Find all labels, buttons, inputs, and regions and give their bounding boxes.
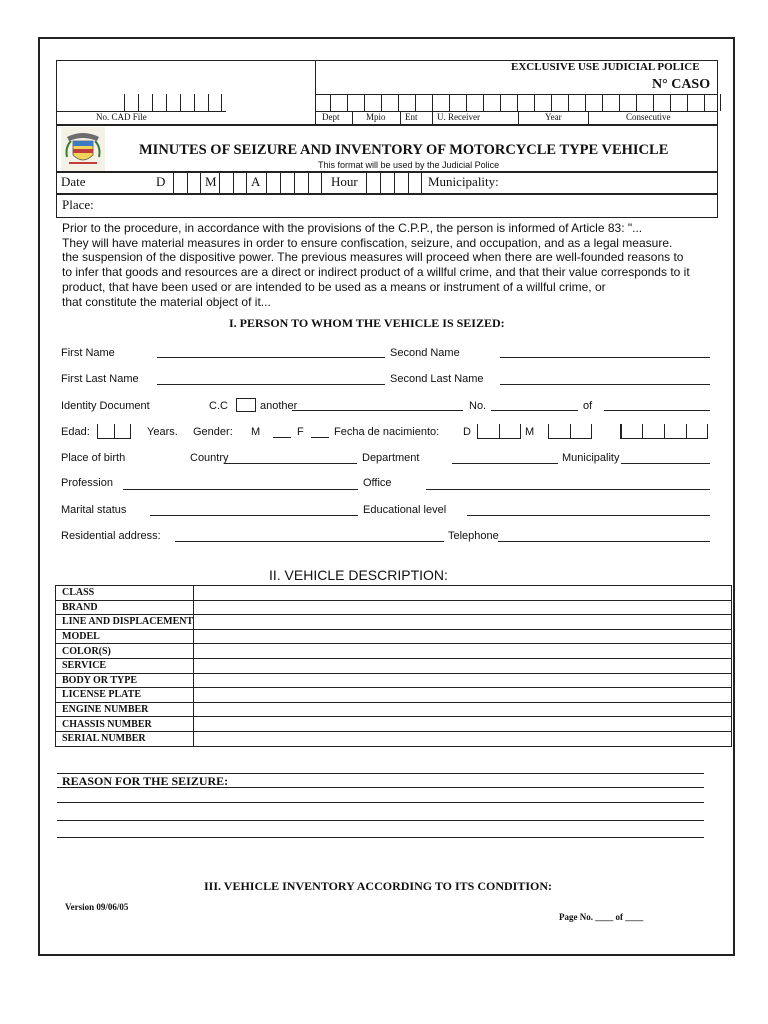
vehicle-row-value[interactable] — [194, 731, 732, 746]
second-name-field[interactable] — [500, 357, 710, 358]
residential-address-label: Residential address: — [61, 530, 161, 542]
vehicle-row — [56, 717, 732, 732]
gender-m-label: M — [251, 426, 261, 438]
vehicle-row-value[interactable] — [194, 629, 732, 644]
intro-line: Prior to the procedure, in accordance with the provisions of the C.P.P., the person is informed of Article 83: "... — [62, 221, 643, 235]
office-label: Office — [363, 477, 392, 489]
doc-number-label: No. — [469, 400, 487, 412]
cad-file-label: No. CAD File — [96, 112, 147, 122]
office-field[interactable] — [426, 489, 710, 490]
case-code-cells — [330, 94, 721, 111]
another-label: another — [260, 400, 298, 412]
cad-file-cells — [124, 94, 222, 111]
cc-checkbox[interactable] — [236, 398, 256, 412]
date-year-cells[interactable] — [266, 172, 322, 194]
date-a-label: A — [251, 174, 261, 189]
ent-label: Ent — [405, 112, 418, 122]
vehicle-row-label: LICENSE PLATE — [56, 688, 194, 703]
vehicle-row-label: COLOR(S) — [56, 644, 194, 659]
reason-title: REASON FOR THE SEIZURE: — [62, 774, 229, 788]
marital-status-field[interactable] — [150, 515, 358, 516]
marital-status-label: Marital status — [61, 504, 127, 516]
vehicle-row — [56, 615, 732, 630]
birth-month-cells[interactable] — [548, 424, 592, 439]
profession-field[interactable] — [123, 489, 358, 490]
intro-line: product, that have been used or are intended to be used as a means or instrument of a willful crime, or — [62, 279, 606, 294]
coat-of-arms-logo — [61, 127, 105, 171]
intro-line: They will have material measures in order to ensure confiscation, seizure, and occupation, and as a legal measure. — [62, 235, 673, 250]
vehicle-row — [56, 658, 732, 673]
identity-document-label: Identity Document — [61, 400, 150, 412]
doc-of-field[interactable] — [604, 410, 710, 411]
place-row — [56, 194, 718, 218]
hour-cells[interactable] — [366, 172, 422, 194]
telephone-label: Telephone — [448, 530, 499, 542]
vehicle-row-value[interactable] — [194, 688, 732, 703]
municipality-label: Municipality: — [428, 174, 499, 189]
reason-line[interactable] — [57, 802, 704, 803]
u-receiver-label: U. Receiver — [437, 112, 480, 122]
dept-label: Dept — [322, 112, 340, 122]
birth-day-cells[interactable] — [477, 424, 521, 439]
doc-of-label: of — [583, 400, 593, 412]
vehicle-row-label: CHASSIS NUMBER — [56, 717, 194, 732]
place-label: Place: — [62, 197, 94, 212]
vehicle-row — [56, 629, 732, 644]
document-subtitle: This format will be used by the Judicial Police — [318, 160, 500, 170]
another-field[interactable] — [292, 410, 463, 411]
section-1-title: I. PERSON TO WHOM THE VEHICLE IS SEIZED: — [229, 316, 505, 330]
vehicle-row-value[interactable] — [194, 717, 732, 732]
second-last-name-label: Second Last Name — [390, 373, 484, 385]
intro-line: to infer that goods and resources are a direct or indirect product of a willful crime, and that their value corresponds to it — [62, 265, 690, 280]
exclusive-use-label: EXCLUSIVE USE JUDICIAL POLICE — [511, 61, 700, 73]
first-last-name-field[interactable] — [157, 384, 385, 385]
gender-m-field[interactable] — [273, 437, 291, 438]
vehicle-row-value[interactable] — [194, 658, 732, 673]
vehicle-row — [56, 644, 732, 659]
vehicle-description-table — [55, 585, 732, 747]
consecutive-label: Consecutive — [626, 112, 671, 122]
birth-day-label: D — [463, 426, 471, 438]
vehicle-row — [56, 673, 732, 688]
vehicle-row-value[interactable] — [194, 644, 732, 659]
vehicle-row-value[interactable] — [194, 615, 732, 630]
department-label: Department — [362, 452, 420, 464]
second-last-name-field[interactable] — [500, 384, 710, 385]
department-field[interactable] — [452, 463, 558, 464]
vehicle-row-value[interactable] — [194, 586, 732, 601]
date-m-label: M — [205, 174, 217, 189]
intro-line: the suspension of the dispositive power. The previous measures will proceed when there are well-founded reasons to — [62, 250, 684, 265]
second-name-label: Second Name — [390, 347, 460, 359]
vehicle-row-label: SERIAL NUMBER — [56, 731, 194, 746]
vehicle-row-value[interactable] — [194, 702, 732, 717]
hour-label: Hour — [331, 174, 358, 189]
profession-label: Profession — [61, 477, 113, 489]
cc-label: C.C — [209, 400, 228, 412]
gender-f-label: F — [297, 426, 304, 438]
vehicle-row-value[interactable] — [194, 673, 732, 688]
educational-level-label: Educational level — [363, 504, 447, 516]
vehicle-row — [56, 688, 732, 703]
vehicle-row-label: BRAND — [56, 600, 194, 615]
birth-month-label: M — [525, 426, 535, 438]
vehicle-row-label: LINE AND DISPLACEMENT — [56, 615, 194, 630]
reason-line[interactable] — [57, 820, 704, 821]
date-d-label: D — [156, 174, 166, 189]
gender-f-field[interactable] — [311, 437, 329, 438]
years-label: Years. — [147, 426, 178, 438]
birth-year-cells[interactable] — [620, 424, 708, 439]
section-3-title: III. VEHICLE INVENTORY ACCORDING TO ITS CONDITION: — [204, 879, 552, 893]
date-label: Date — [61, 174, 86, 189]
vehicle-row-label: MODEL — [56, 629, 194, 644]
date-month-cells[interactable] — [219, 172, 247, 194]
vehicle-row-label: CLASS — [56, 586, 194, 601]
version-label: Version 09/06/05 — [65, 902, 129, 912]
mpio-label: Mpio — [366, 112, 386, 122]
case-number-label: N° CASO — [652, 77, 711, 92]
year-label: Year — [545, 112, 562, 122]
age-label: Edad: — [61, 426, 90, 438]
page-number-label: Page No. ____ of ____ — [559, 912, 644, 922]
first-name-label: First Name — [61, 347, 115, 359]
vehicle-row-label: SERVICE — [56, 658, 194, 673]
birth-date-label: Fecha de nacimiento: — [334, 426, 440, 438]
date-day-cells[interactable] — [173, 172, 201, 194]
vehicle-row — [56, 702, 732, 717]
vehicle-row-label: ENGINE NUMBER — [56, 702, 194, 717]
first-last-name-label: First Last Name — [61, 373, 139, 385]
municipality-of-birth-label: Municipality — [562, 452, 620, 464]
vehicle-row-value[interactable] — [194, 600, 732, 615]
country-label: Country — [190, 452, 229, 464]
telephone-field[interactable] — [498, 541, 710, 542]
educational-level-field[interactable] — [467, 515, 710, 516]
intro-paragraph — [62, 221, 722, 309]
country-field[interactable] — [224, 463, 357, 464]
reason-line[interactable] — [57, 837, 704, 838]
municipality-of-birth-field[interactable] — [621, 463, 710, 464]
vehicle-row-label: BODY OR TYPE — [56, 673, 194, 688]
gender-label: Gender: — [193, 426, 233, 438]
intro-line: that constitute the material object of it... — [62, 294, 271, 309]
vehicle-row — [56, 600, 732, 615]
first-name-field[interactable] — [157, 357, 385, 358]
age-cells[interactable] — [97, 424, 131, 439]
place-of-birth-label: Place of birth — [61, 452, 126, 464]
vehicle-row — [56, 586, 732, 601]
residential-address-field[interactable] — [175, 541, 444, 542]
doc-number-field[interactable] — [491, 410, 578, 411]
document-title: MINUTES OF SEIZURE AND INVENTORY OF MOTORCYCLE TYPE VEHICLE — [139, 142, 669, 158]
vehicle-row — [56, 731, 732, 746]
section-2-title: II. VEHICLE DESCRIPTION: — [269, 567, 448, 583]
